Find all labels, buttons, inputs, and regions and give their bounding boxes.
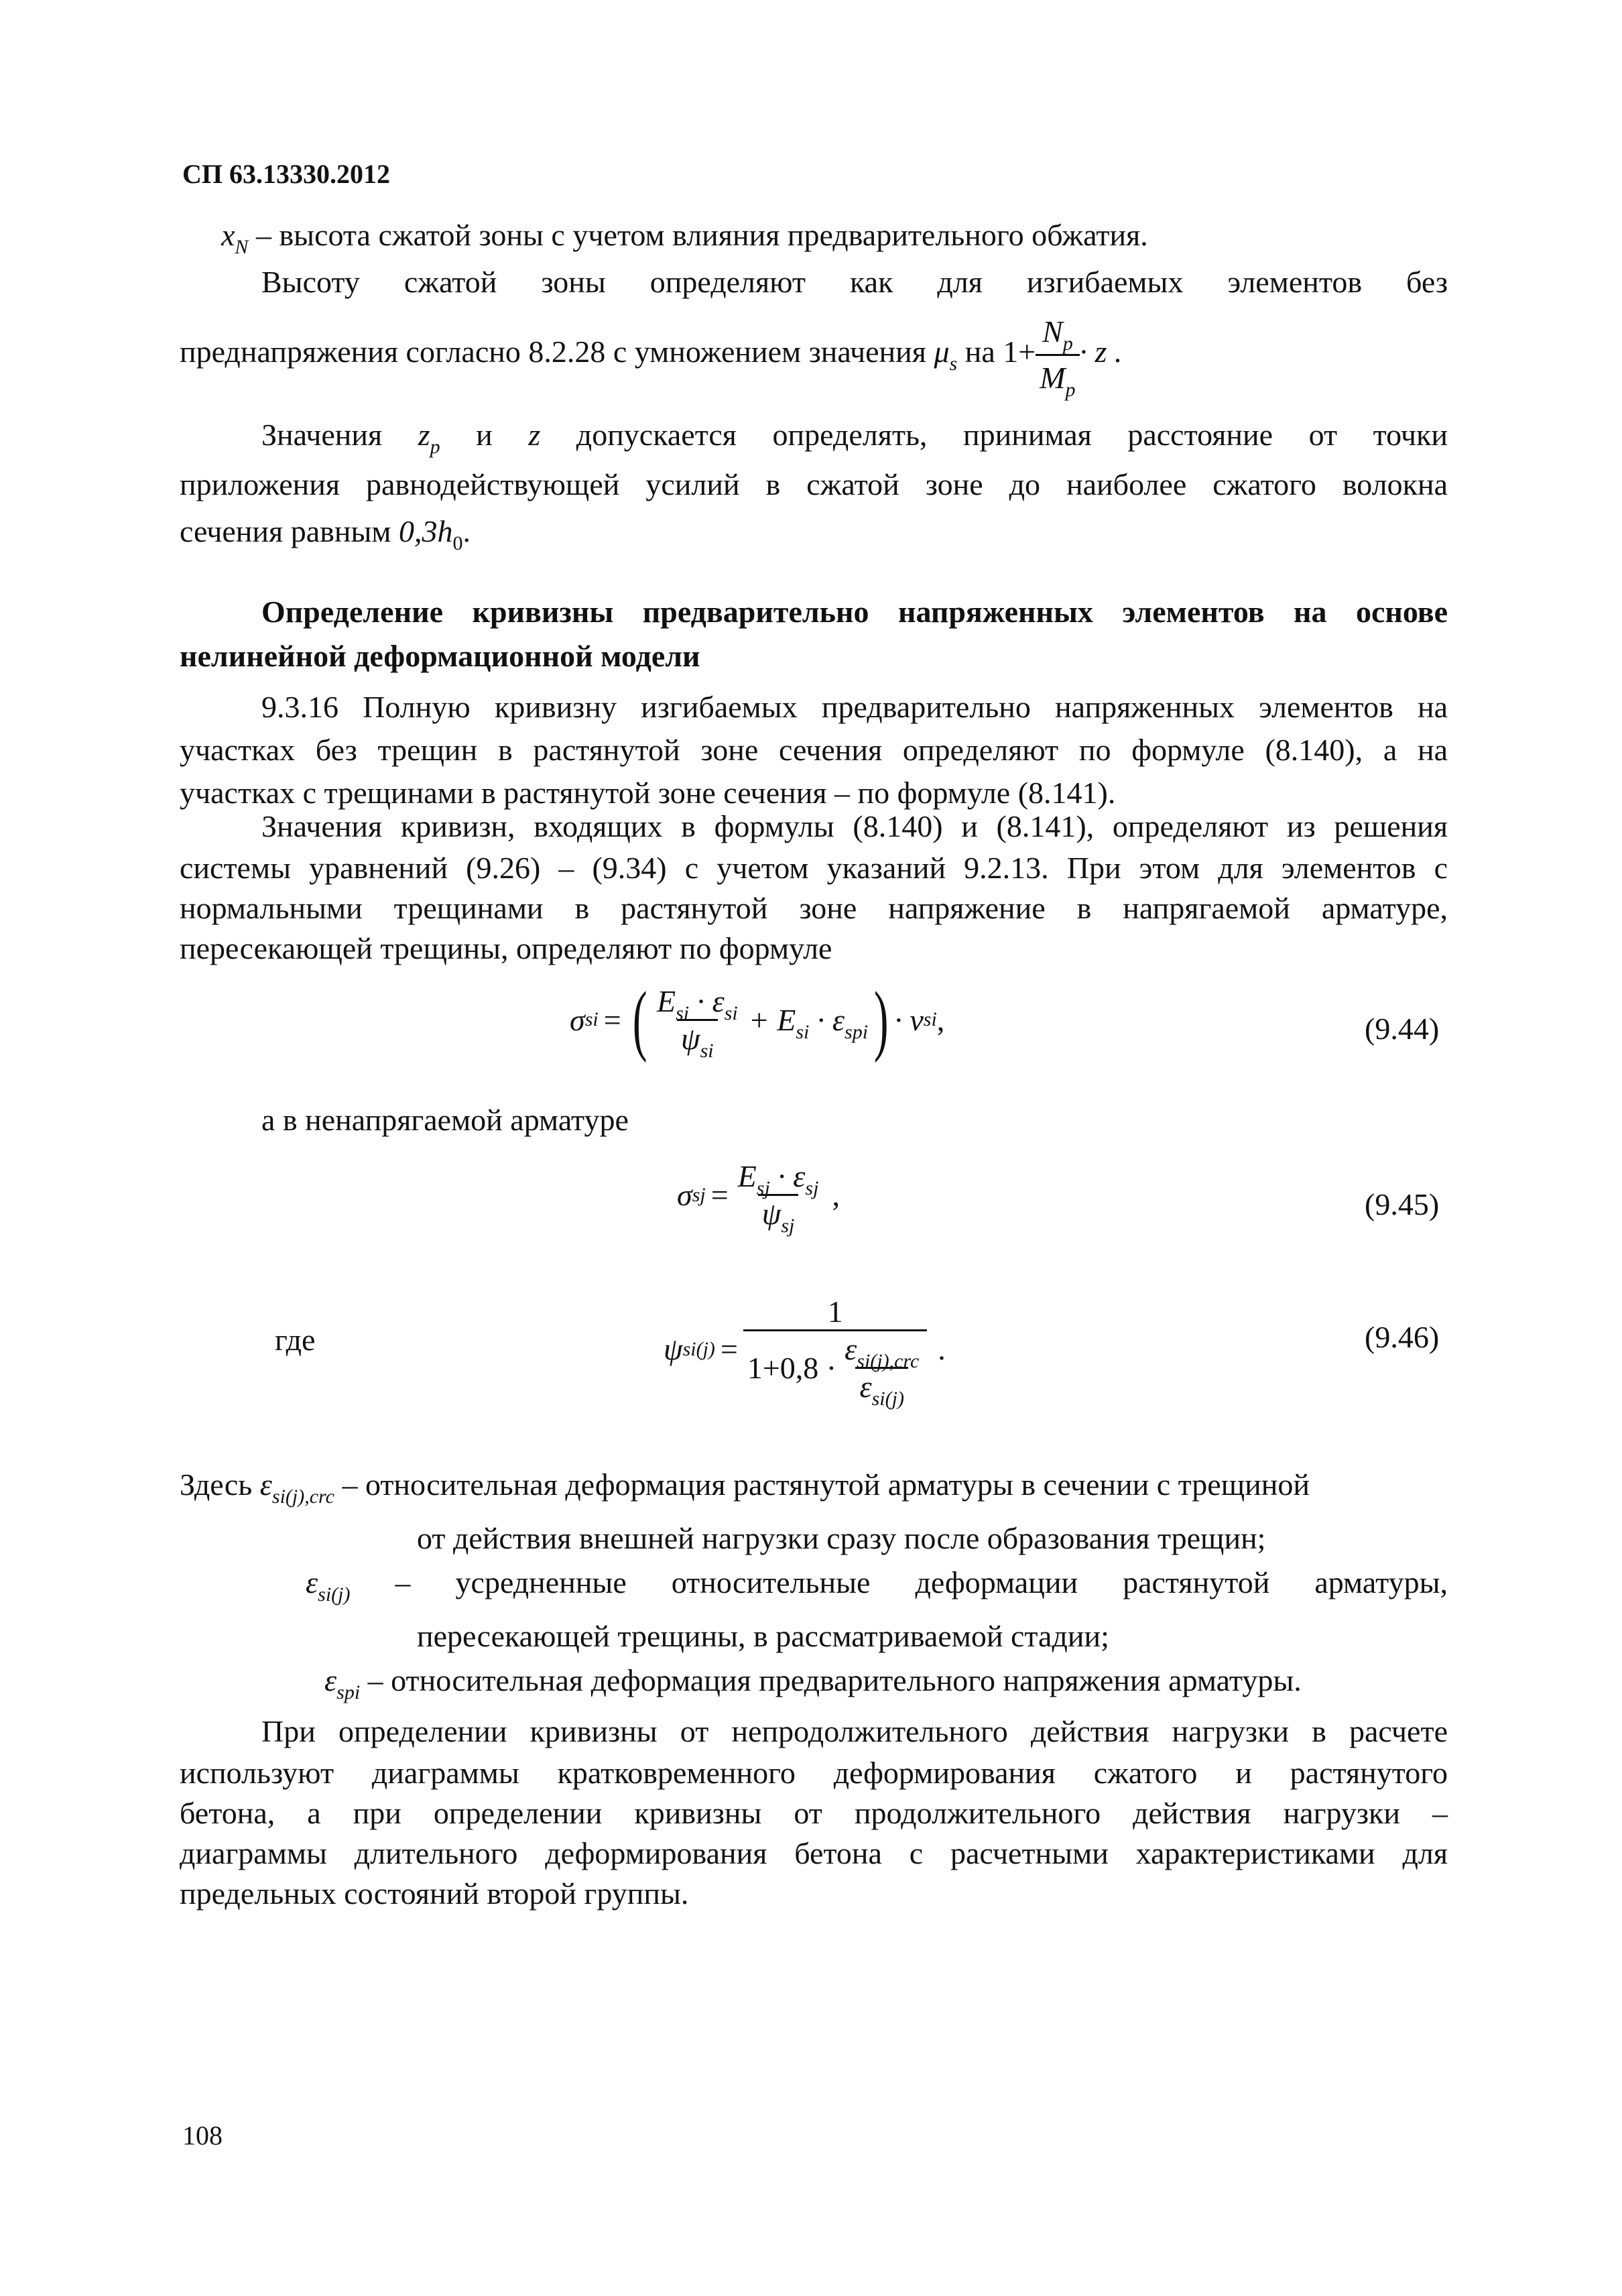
equation-9-44: σ si = ( $\frac{E_{si} \cdot \varepsilon_{si}}{\psi_{si}}$ + $E_{si} \cdot \varepsilon_{spi}$ ) · ν si , [570, 975, 945, 1063]
paragraph-height-line2 [180, 310, 1122, 400]
epsilon-symbol: · ε [769, 1159, 806, 1193]
paragraph-zp-line1 [261, 413, 1448, 457]
period: . [462, 514, 471, 548]
here-label: Здесь [180, 1467, 260, 1502]
paragraph-text: сечения равным [180, 514, 399, 548]
mp-subscript: p [1065, 379, 1076, 401]
eps-ratio-fraction [840, 1331, 923, 1410]
subscript: spi [336, 1681, 361, 1703]
values-paragraph-line4: пересекающей трещины, определяют по формуле [180, 931, 832, 965]
np-subscript: p [1062, 333, 1073, 355]
period: . [938, 1332, 946, 1366]
values-paragraph-line1: Значения кривизн, входящих в формулы (8.140) и (8.141), определяют из решения [261, 809, 1448, 843]
subscript: si [796, 1020, 810, 1043]
section-heading-line2: нелинейной деформационной модели [180, 639, 700, 673]
final-paragraph-line3: бетона, а при определении кривизны от продолжительного действия нагрузки – [180, 1796, 1448, 1830]
paragraph-text: преднапряжения согласно 8.2.28 с умножением значения [180, 335, 934, 369]
definition-eps-spi [324, 1658, 1302, 1703]
paragraph-zp-line2: приложения равнодействующей усилий в сжатой зоне до наиболее сжатого волокна [180, 467, 1448, 501]
psi-symbol: ψ [761, 1197, 782, 1231]
psi-symbol: ψ [681, 1021, 700, 1056]
e-symbol: E [656, 983, 676, 1018]
epsilon-symbol: ε [324, 1663, 337, 1697]
subscript: si(j) [871, 1388, 904, 1410]
subscript: si [676, 1002, 690, 1024]
np-symbol: N [1042, 314, 1063, 349]
definition-eps-crc-cont: от действия внешней нагрузки сразу после образования трещин; [417, 1521, 1266, 1555]
definition-text: – относительная деформация предварительного напряжения арматуры. [360, 1663, 1302, 1697]
paragraph-height-line1: Высоту сжатой зоны определяют как для изгибаемых элементов без [261, 265, 1448, 299]
nu-term: · ν [894, 1002, 924, 1037]
comma: , [832, 1178, 840, 1212]
clause-9316-line2: участках без трещин в растянутой зоне сечения определяют по формуле (8.140), а на [180, 733, 1448, 767]
paragraph-zp-line3 [180, 509, 471, 554]
paragraph-text: на 1+ [957, 335, 1036, 369]
epsilon-symbol: ε [306, 1565, 318, 1599]
final-paragraph-line2: используют диаграммы кратковременного деформирования сжатого и растянутого [180, 1756, 1448, 1790]
equation-number-9-46: (9.46) [1365, 1320, 1440, 1354]
epsilon-symbol: ε [845, 1332, 857, 1366]
paragraph-text: допускается определять, принимая расстояние от точки [540, 418, 1448, 452]
sigma-symbol: σ [570, 1002, 585, 1037]
epsilon-symbol: · ε [689, 983, 725, 1018]
e-symbol: E [737, 1159, 757, 1193]
comma: , [936, 1002, 945, 1037]
subscript: sj [805, 1177, 819, 1199]
paragraph-text: Значения [261, 418, 418, 452]
mu-subscript: s [949, 353, 958, 375]
h0-value: 0,3h [398, 514, 453, 548]
equation-9-46: ψ si(j) = 1 1+0,8 · $\frac{\varepsilon_{si(j),crc}}{\varepsilon_{si(j)}}$ . [664, 1294, 946, 1410]
subscript: si [724, 1002, 738, 1024]
mp-symbol: M [1040, 361, 1066, 395]
final-paragraph-line1: При определении кривизны от непродолжительного действия нагрузки в расчете [261, 1714, 1448, 1748]
definition-text: – относительная деформация растянутой арматуры в сечении с трещиной [334, 1467, 1310, 1502]
clause-9316-line3: участках с трещинами в растянутой зоне сечения – по формуле (8.141). [180, 776, 1116, 810]
equation-number-9-44: (9.44) [1365, 1012, 1440, 1046]
where-label: где [275, 1323, 316, 1357]
left-parenthesis: ( [632, 975, 647, 1063]
numerator-one: 1 [827, 1294, 843, 1329]
definition-eps-crc [180, 1463, 1310, 1507]
subscript: si(j),crc [857, 1350, 920, 1372]
xn-definition [221, 213, 1148, 257]
section-heading-line1: Определение кривизны предварительно напряженных элементов на основе [261, 595, 1448, 629]
values-paragraph-line2: системы уравнений (9.26) – (9.34) с учетом указаний 9.2.13. При этом для элементов с [180, 851, 1448, 885]
subscript: sj [756, 1177, 770, 1199]
fraction-esi-over-psi [653, 983, 742, 1062]
subscript: si(j) [318, 1583, 351, 1606]
epsilon-symbol: · ε [809, 1002, 845, 1037]
subscript: sj [781, 1215, 795, 1237]
clause-9316-line1: 9.3.16 Полную кривизну изгибаемых предварительно напряженных элементов на [261, 690, 1448, 724]
subscript: si [700, 1039, 714, 1062]
final-paragraph-line5: предельных состояний второй группы. [180, 1876, 689, 1911]
z-symbol: z [528, 418, 541, 452]
subscript: si(j),crc [271, 1486, 334, 1508]
z-multiplier: · z . [1079, 335, 1123, 369]
denominator [743, 1329, 927, 1410]
plus-term: + E [748, 1002, 796, 1037]
xn-symbol: x [221, 218, 235, 252]
values-paragraph-line3: нормальными трещинами в растянутой зоне напряжение в напрягаемой арматуре, [180, 891, 1448, 925]
final-paragraph-line4: диаграммы длительного деформирования бетона с расчетными характеристиками для [180, 1836, 1448, 1870]
subscript: spi [845, 1020, 869, 1043]
zp-symbol: z [418, 418, 430, 452]
epsilon-symbol: ε [259, 1467, 272, 1502]
equation-9-45: σ sj = $\frac{E_{sj} \cdot \varepsilon_{sj}}{\psi_{sj}}$ , [677, 1159, 840, 1237]
xn-subscript: N [235, 236, 249, 258]
xn-text: – высота сжатой зоны с учетом влияния предварительного обжатия. [248, 218, 1148, 252]
h0-subscript: 0 [452, 532, 463, 554]
np-over-mp-fraction [1036, 310, 1079, 400]
sum-term: 1+0,8 · [747, 1351, 837, 1385]
right-parenthesis: ) [873, 975, 889, 1063]
paragraph-text: и [440, 418, 529, 452]
fraction-one-over-sum [743, 1294, 927, 1410]
zp-subscript: p [430, 436, 440, 458]
nonprestressed-text: а в ненапрягаемой арматуре [261, 1103, 629, 1137]
sigma-symbol: σ [677, 1178, 692, 1212]
definition-text: – усредненные относительные деформации растянутой арматуры, [350, 1565, 1448, 1599]
fraction-esj-over-psi [734, 1158, 823, 1237]
mu-symbol: μ [934, 335, 950, 369]
definition-eps-si-cont: пересекающей трещины, в рассматриваемой стадии; [417, 1619, 1109, 1653]
psi-symbol: ψ [664, 1332, 683, 1366]
document-header: СП 63.13330.2012 [182, 159, 390, 189]
page-number: 108 [182, 2120, 223, 2151]
definition-eps-si [306, 1561, 1448, 1605]
equation-number-9-45: (9.45) [1365, 1187, 1440, 1221]
epsilon-symbol: ε [859, 1370, 872, 1404]
